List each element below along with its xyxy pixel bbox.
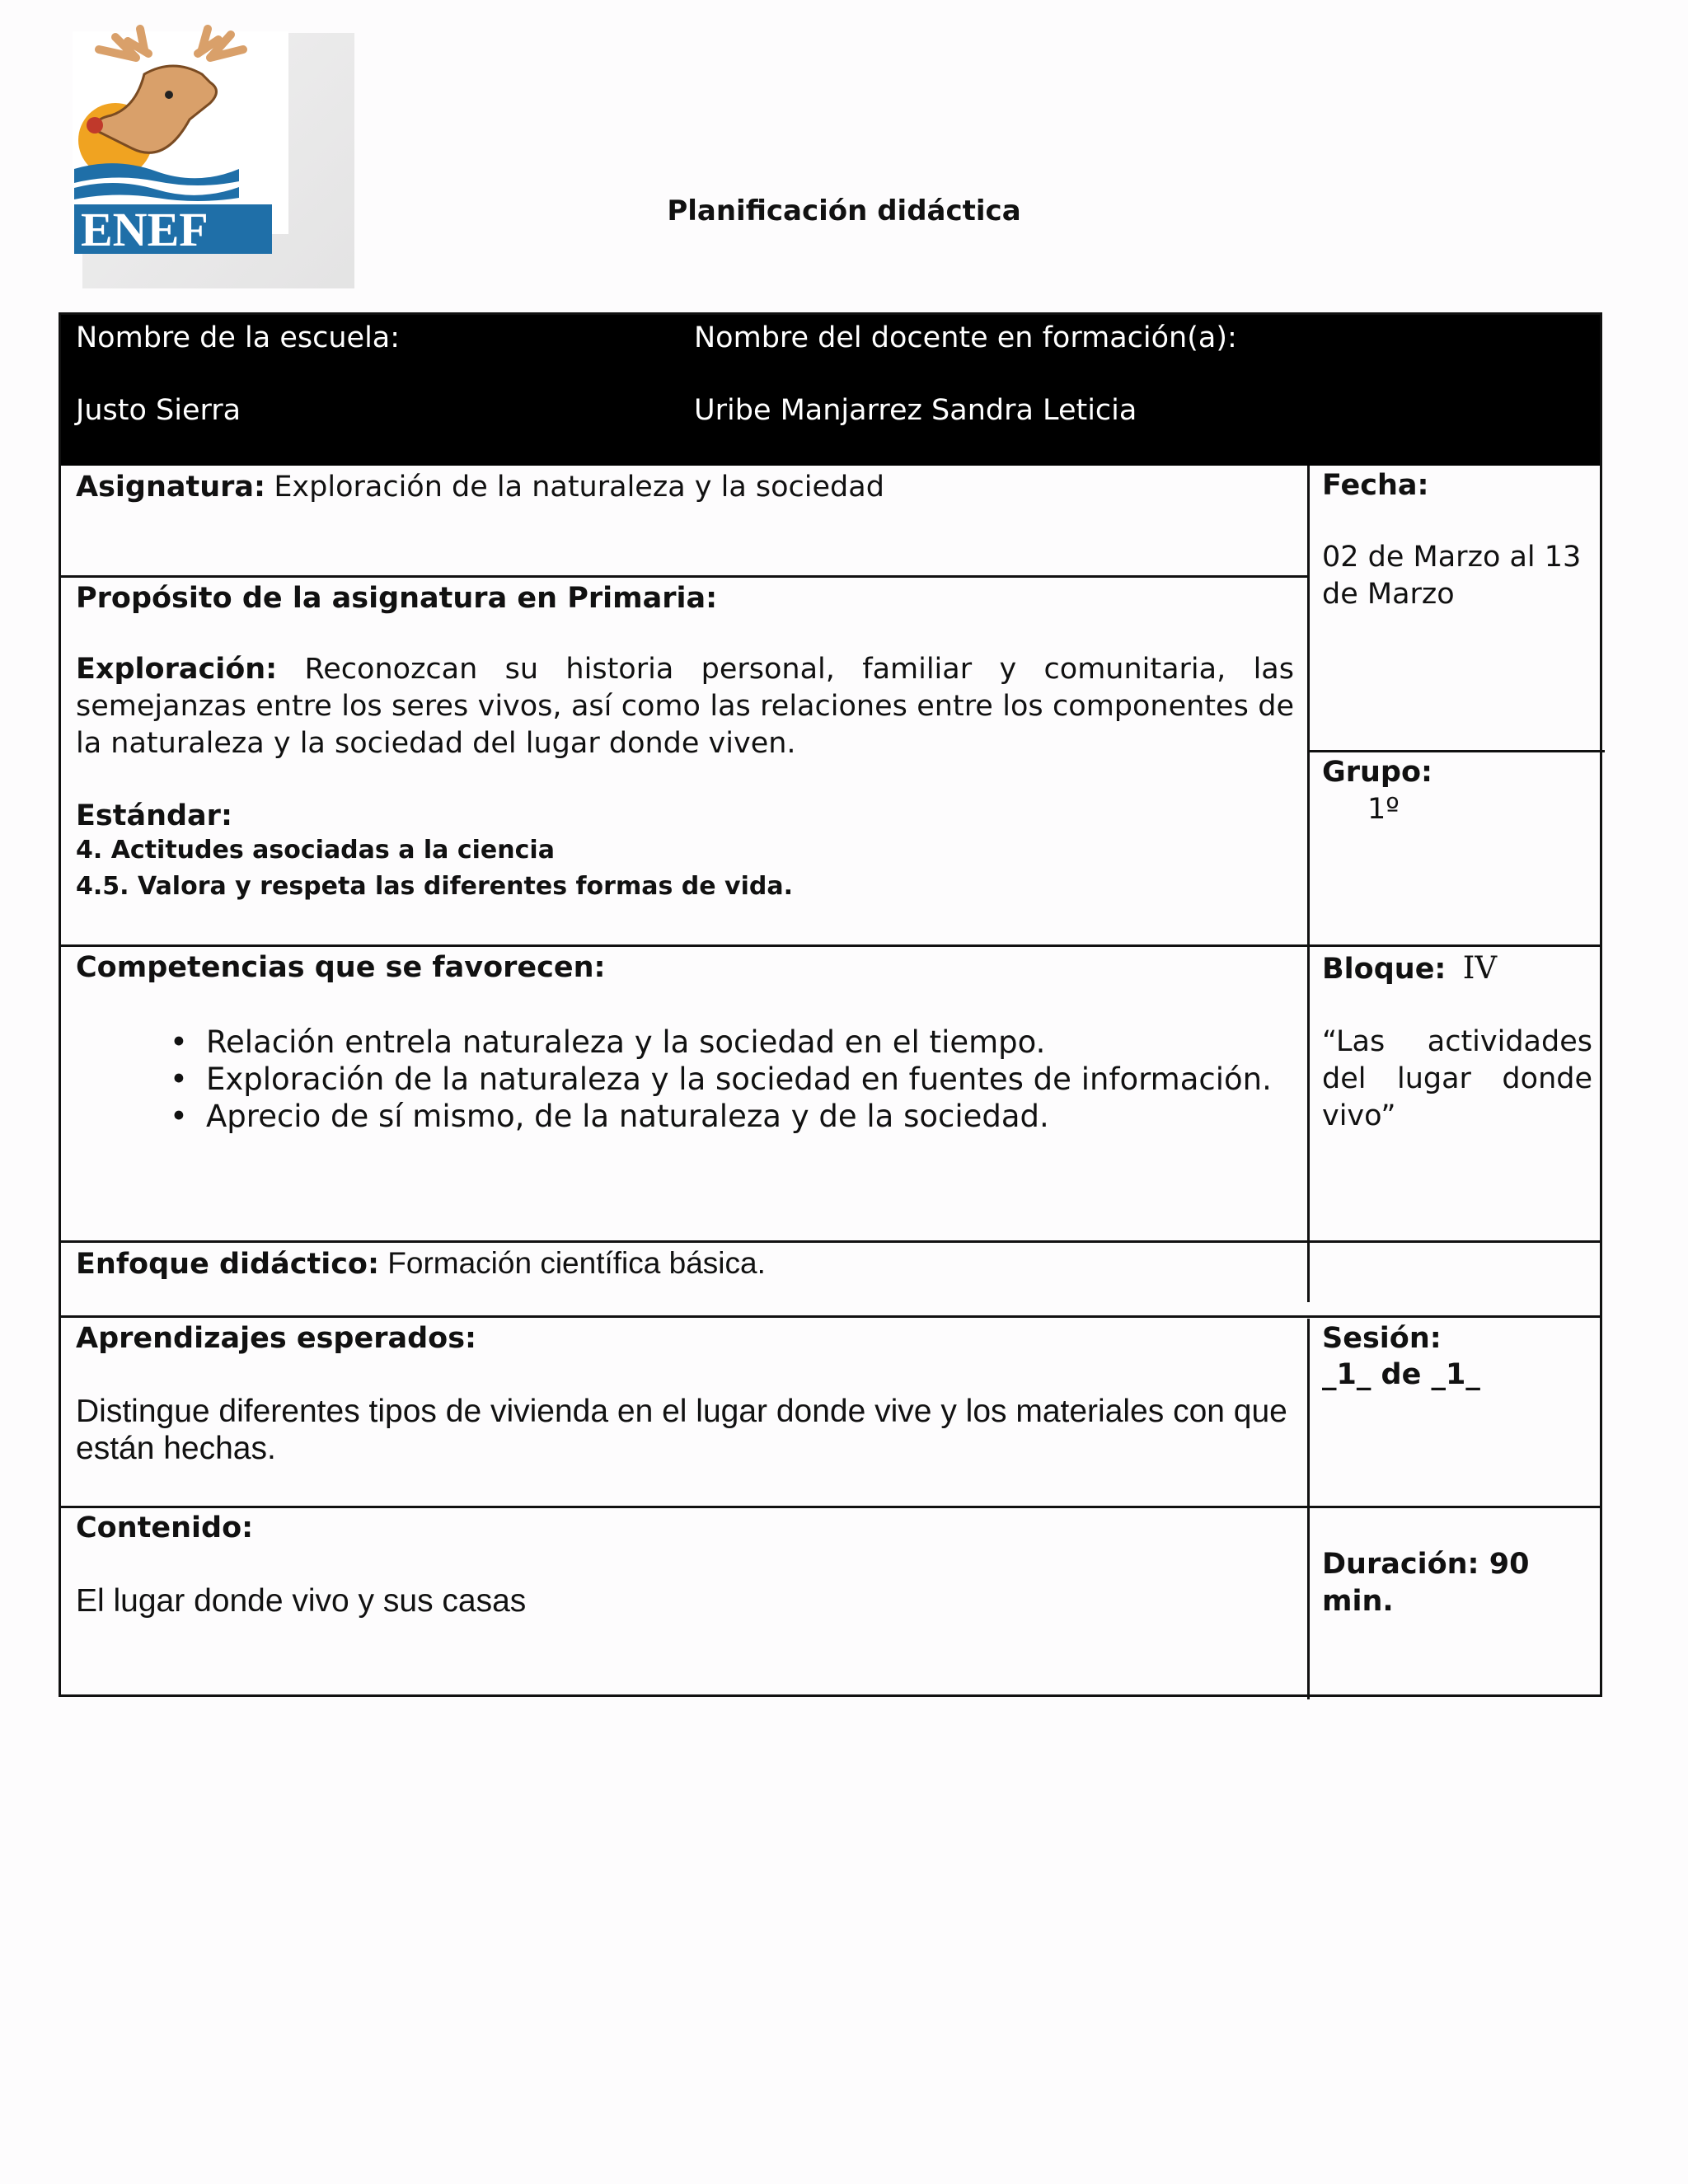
contenido-value: El lugar donde vivo y sus casas [76,1583,527,1619]
bloque [1322,949,1497,988]
proposito-text [76,651,1294,762]
bloque-name: “Las actividades del lugar donde vivo” [1322,1025,1592,1132]
asignatura-label: Asignatura: [76,471,266,504]
grupo-label: Grupo: [1322,756,1433,789]
school-label: Nombre de la escuela: [76,321,401,354]
row-divider [61,1240,1600,1243]
list-item: • Exploración de la naturaleza y la sociedad en fuentes de información. [107,1061,1276,1098]
estandar-line2: 4.5. Valora y respeta las diferentes formas de vida. [76,872,793,901]
header-row [61,315,1600,466]
row-divider [61,944,1600,947]
fecha-value: 02 de Marzo al 13 de Marzo [1322,541,1582,611]
estandar-line1: 4. Actitudes asociadas a la ciencia [76,836,555,865]
enfoque-value: Formación científica básica. [387,1246,766,1280]
competencias-list [107,1024,1276,1135]
school-value: Justo Sierra [76,394,241,427]
row-divider [61,575,1307,578]
sesion-label: Sesión: [1322,1322,1442,1355]
asignatura [76,467,884,506]
grupo-value: 1º [1367,793,1400,826]
row-divider [61,1315,1600,1318]
row-divider [61,1506,1600,1508]
enfoque-label: Enfoque didáctico: [76,1248,379,1281]
proposito-label: Propósito de la asignatura en Primaria: [76,582,718,615]
estandar-label: Estándar: [76,799,232,832]
row-divider [1307,750,1605,752]
aprendizajes-label: Aprendizajes esperados: [76,1322,477,1355]
column-divider-lower [1307,1319,1310,1699]
teacher-value: Uribe Manjarrez Sandra Leticia [694,394,1137,427]
list-item: • Aprecio de sí mismo, de la naturaleza y de la sociedad. [107,1098,1276,1135]
column-divider [1307,466,1310,1302]
planning-table [59,312,1602,1697]
asignatura-value: Exploración de la naturaleza y la sociedad [274,471,884,504]
proposito-lead: Exploración: [76,653,278,686]
competencias-label: Competencias que se favorecen: [76,951,606,984]
aprendizajes-value: Distingue diferentes tipos de vivienda en el lugar donde vive y los materiales con que están hechas. [76,1394,1287,1466]
bloque-value: IV [1462,950,1498,986]
enef-logo [66,25,363,297]
proposito-body: Reconozcan su historia personal, familiar y comunitaria, las semejanzas entre los seres vivos, así como las relaciones entre los componentes de la naturaleza y la sociedad del lugar donde viven. [76,653,1294,760]
fecha-label: Fecha: [1322,469,1429,502]
list-item: • Relación entrela naturaleza y la sociedad en el tiempo. [107,1024,1276,1061]
contenido-label: Contenido: [76,1511,254,1544]
duracion: Duración: 90 min. [1322,1548,1530,1618]
bloque-label: Bloque: [1322,953,1447,986]
teacher-label: Nombre del docente en formación(a): [694,321,1237,354]
sesion-value: _1_ de _1_ [1322,1358,1480,1391]
page-title: Planificación didáctica [667,194,1021,227]
logo-text: ENEF [81,203,209,256]
enfoque [76,1244,766,1283]
